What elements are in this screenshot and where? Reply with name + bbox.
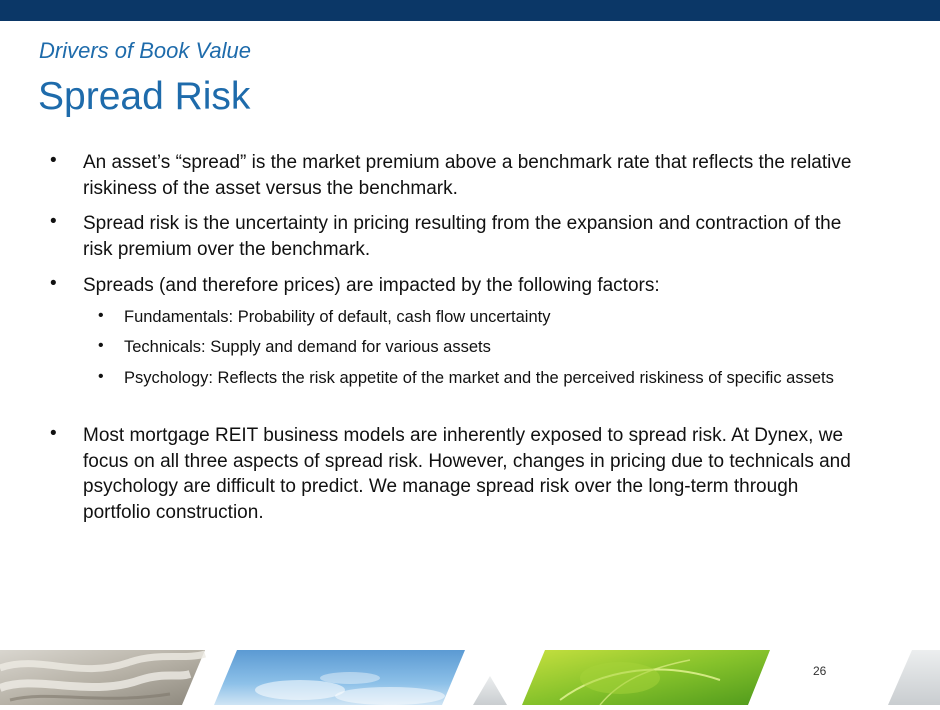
bullet-text: Spreads (and therefore prices) are impacted by the following factors:: [83, 275, 660, 296]
sub-bullet-text: Psychology: Reflects the risk appetite of the market and the perceived riskiness of specific assets: [124, 369, 834, 387]
footer-strip-svg: [0, 650, 940, 705]
top-bar: [0, 0, 940, 21]
bullet-glyph: •: [50, 150, 57, 171]
bullet-glyph: •: [50, 211, 57, 232]
bullet-text: Most mortgage REIT business models are inherently exposed to spread risk. At Dynex, we focus on all three aspects of spread risk. However, changes in pricing due to technicals and psychology are difficult to predict. We manage spread risk over the long-term through portfolio construction.: [83, 425, 851, 523]
page-number: 26: [813, 664, 827, 678]
grey-wedge: [888, 650, 940, 705]
bullet-text: Spread risk is the uncertainty in pricing resulting from the expansion and contraction of the risk premium over the benchmark.: [83, 213, 842, 260]
sub-bullet-glyph: •: [98, 337, 104, 354]
rope-image: [0, 650, 205, 705]
bullet-text: An asset’s “spread” is the market premium above a benchmark rate that reflects the relative riskiness of the asset versus the benchmark.: [83, 152, 852, 199]
bullet-glyph: •: [50, 273, 57, 294]
sub-bullet-glyph: •: [98, 368, 104, 385]
slide-subtitle: Drivers of Book Value: [39, 38, 251, 63]
grey-triangle: [473, 676, 507, 705]
bullet-glyph: •: [50, 423, 57, 444]
sub-bullet-text: Technicals: Supply and demand for various assets: [124, 338, 491, 356]
leaf-image: [522, 650, 770, 705]
sky-image: [214, 650, 465, 705]
slide-title: Spread Risk: [38, 75, 251, 118]
sub-bullet-glyph: •: [98, 307, 104, 324]
sub-bullet-text: Fundamentals: Probability of default, cash flow uncertainty: [124, 308, 551, 326]
footer-image-strip: [0, 650, 940, 705]
